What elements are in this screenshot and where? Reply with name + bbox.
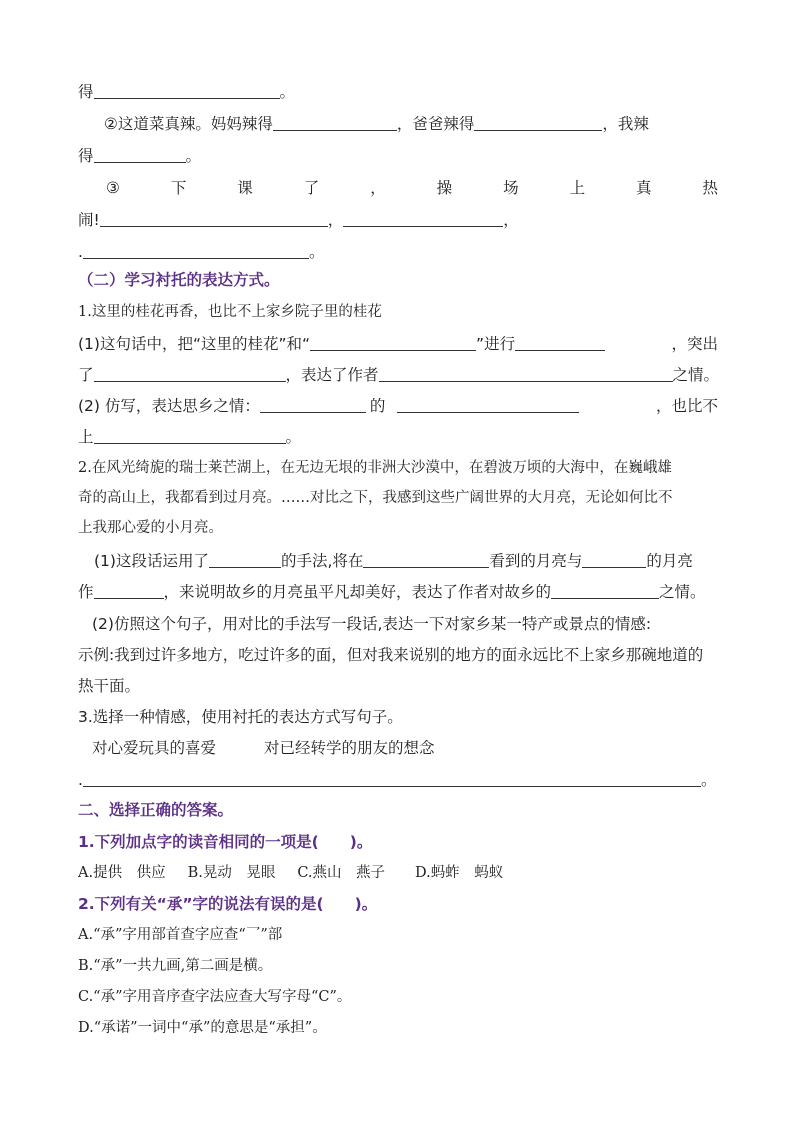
q2-quote-line3: 上我那心爱的小月亮。 <box>78 520 223 536</box>
text: ，表达了作者 <box>285 366 379 384</box>
answer-blank[interactable] <box>582 551 646 568</box>
q1-part1-line1 <box>78 334 718 354</box>
answer-blank[interactable] <box>363 551 489 568</box>
mc1-option-a[interactable]: A.提供 供应 <box>78 865 166 881</box>
q3-instruction: 3.选择一种情感，使用衬托的表达方式写句子。 <box>78 708 403 726</box>
fill-line-6 <box>78 242 324 262</box>
char: 场 <box>503 179 519 197</box>
mc1-question: 1.下列加点字的读音相同的一项是( )。 <box>78 833 373 851</box>
q3-option-1: 对心爱玩具的喜爱 <box>92 739 217 757</box>
q3-options <box>92 738 435 758</box>
char: ， <box>370 179 386 197</box>
text: (2) 仿写，表达思乡之情： <box>78 397 260 415</box>
text: . <box>78 771 83 789</box>
text: 。 <box>700 771 717 789</box>
text: 看到的月亮与 <box>489 552 583 570</box>
text: 作 <box>78 583 94 601</box>
text: 上 <box>78 428 94 446</box>
mc2-question: 2.下列有关“承”字的说法有误的是( )。 <box>78 895 378 913</box>
answer-blank[interactable] <box>515 334 605 351</box>
mc2-option-a[interactable]: A.“承”字用部首查字应查“乛”部 <box>78 927 283 943</box>
text: 。 <box>308 243 325 261</box>
text: ②这道菜真辣。妈妈辣得 <box>104 115 273 133</box>
fill-line-5 <box>78 210 519 230</box>
text: 的 <box>369 397 386 415</box>
text: ， <box>503 211 519 229</box>
mc1-option-c[interactable]: C.燕山 燕子 <box>297 865 386 881</box>
text: ，我辣 <box>602 115 649 133</box>
q1-part2-line1 <box>78 396 718 416</box>
mc1-option-b[interactable]: B.晃动 晃眼 <box>187 865 276 881</box>
q2-part2-instruction: (2)仿照这个句子，用对比的手法写一段话,表达一下对家乡某一特产或景点的情感: <box>92 615 652 633</box>
char: ③ <box>106 179 120 197</box>
q1-part2-line2 <box>78 427 301 447</box>
char: 了 <box>303 179 320 197</box>
q2-quote-line2: 奇的高山上，我都看到过月亮。……对比之下，我感到这些广阔世界的大月亮，无论如何比不 <box>78 490 673 506</box>
answer-blank[interactable] <box>551 582 659 599</box>
text: (1)这段话运用了 <box>94 552 209 570</box>
answer-blank[interactable] <box>260 396 366 413</box>
q3-answer-line <box>78 770 716 790</box>
answer-blank[interactable] <box>209 551 281 568</box>
char: 下 <box>170 179 187 197</box>
answer-blank[interactable] <box>94 365 286 382</box>
answer-blank[interactable] <box>310 334 476 351</box>
text: ，来说明故乡的月亮虽平凡却美好，表达了作者对故乡的 <box>163 583 552 601</box>
answer-blank[interactable] <box>100 210 328 227</box>
answer-blank[interactable] <box>273 114 397 131</box>
q2-part1-line1 <box>94 551 693 571</box>
q2-example-line1: 示例:我到过许多地方，吃过许多的面，但对我来说别的地方的面永远比不上家乡那碗地道的 <box>78 646 704 664</box>
mc2-option-c[interactable]: C.“承”字用音序查字法应查大写字母“C”。 <box>78 989 352 1005</box>
answer-blank[interactable] <box>397 396 579 413</box>
answer-blank[interactable] <box>94 82 280 99</box>
answer-blank[interactable] <box>83 242 309 259</box>
text: 。 <box>285 428 302 446</box>
fill-line-4 <box>106 178 718 198</box>
mc1-option-d[interactable]: D.蚂蚱 蚂蚁 <box>415 865 504 881</box>
char: 真 <box>636 179 652 197</box>
text: 的月亮 <box>646 552 693 570</box>
text: ，爸爸辣得 <box>396 115 475 133</box>
answer-blank[interactable] <box>94 427 286 444</box>
fill-line-2 <box>104 114 649 134</box>
q2-quote-line1: 2.在风光绮旎的瑞士莱芒湖上，在无边无垠的非洲大沙漠中，在碧波万顷的大海中，在巍峨雄 <box>78 460 672 476</box>
text: 得 <box>78 83 94 101</box>
text: ”进行 <box>476 335 516 353</box>
mc2-option-b[interactable]: B.“承”一共九画,第二画是横。 <box>78 958 273 974</box>
q1-part1-line2 <box>78 365 719 385</box>
text: 的手法,将在 <box>280 552 364 570</box>
section-title-contrast: （二）学习衬托的表达方式。 <box>78 271 280 289</box>
answer-blank[interactable] <box>83 770 701 787</box>
section-title-choice: 二、选择正确的答案。 <box>78 801 234 819</box>
text: 。 <box>185 147 202 165</box>
text: 之情。 <box>672 366 720 384</box>
mc2-option-d[interactable]: D.“承诺”一词中“承”的意思是“承担”。 <box>78 1020 327 1036</box>
q2-part1-line2 <box>78 582 706 602</box>
text: ， <box>327 211 344 229</box>
fill-line-1 <box>78 82 295 102</box>
text: ，突出 <box>671 335 718 353</box>
answer-blank[interactable] <box>474 114 602 131</box>
q2-example-line2: 热干面。 <box>78 677 141 695</box>
text: 之情。 <box>659 583 706 601</box>
char: 上 <box>569 179 586 197</box>
text: 。 <box>279 83 296 101</box>
fill-line-3 <box>78 146 201 166</box>
text: . <box>78 243 83 261</box>
mc1-options <box>78 863 503 883</box>
text: (1)这句话中，把“这里的桂花”和“ <box>78 335 311 353</box>
answer-blank[interactable] <box>94 146 186 163</box>
char: 操 <box>436 179 453 197</box>
text: 了 <box>78 366 94 384</box>
answer-blank[interactable] <box>379 365 673 382</box>
text: ，也比不 <box>655 397 718 415</box>
text: 得 <box>78 147 94 165</box>
answer-blank[interactable] <box>94 582 164 599</box>
q3-option-2: 对已经转学的朋友的想念 <box>264 739 435 757</box>
char: 课 <box>237 179 253 197</box>
q1-quote: 1.这里的桂花再香，也比不上家乡院子里的桂花 <box>78 304 382 320</box>
answer-blank[interactable] <box>343 210 503 227</box>
text: 闹! <box>78 211 100 229</box>
char: 热 <box>702 179 718 197</box>
